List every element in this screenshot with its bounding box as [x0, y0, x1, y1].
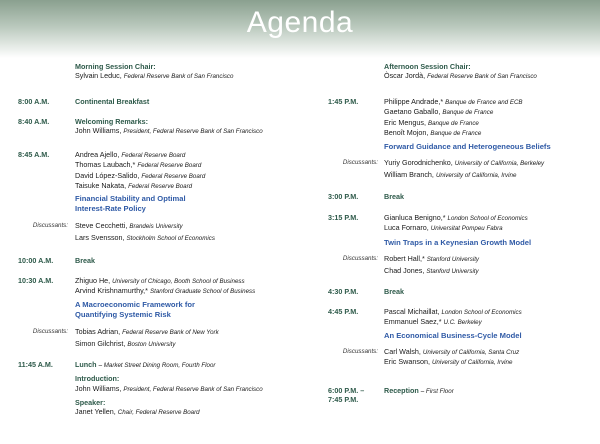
time-label: 3:00 P.M.: [328, 192, 359, 201]
discussants-label: Discussants:: [342, 159, 378, 166]
time-label: 8:45 A.M.: [18, 150, 50, 159]
time-label: 3:15 P.M.: [328, 213, 359, 222]
discussant-list: Robert Hall,* Stanford University Chad Jones, Stanford University: [384, 254, 480, 276]
time-label: 6:00 P.M. – 7:45 P.M.: [328, 386, 365, 405]
paper-title: Twin Traps in a Keynesian Growth Model: [384, 238, 532, 247]
discussants-label: Discussants:: [32, 328, 68, 335]
time-label: 4:30 P.M.: [328, 287, 359, 296]
agenda-item-title: Break: [384, 287, 404, 296]
time-label: 10:00 A.M.: [18, 256, 54, 265]
morning-chair: Morning Session Chair: Sylvain Leduc, Federal Reserve Bank of San Francisco: [75, 62, 234, 81]
welcoming-remarks: Welcoming Remarks: John Williams, President, Federal Reserve Bank of San Francisco: [75, 117, 263, 136]
discussant-list: Tobias Adrian, Federal Reserve Bank of New York Simon Gilchrist, Boston University: [75, 327, 219, 349]
time-label: 8:40 A.M.: [18, 117, 50, 126]
discussant-list: Steve Cecchetti, Brandeis University Lars Svensson, Stockholm School of Economics: [75, 221, 215, 243]
discussants-label: Discussants:: [342, 348, 378, 355]
author-list: Andrea Ajello, Federal Reserve Board Thomas Laubach,* Federal Reserve Board David López-Salido, Federal Reserve Board Taisuke Nakata, Federal Reserve Board: [75, 150, 206, 190]
page-title: Agenda: [246, 6, 354, 39]
reception-item: Reception – First Floor: [384, 386, 454, 395]
time-label: 4:45 P.M.: [328, 307, 359, 316]
discussants-label: Discussants:: [32, 222, 68, 229]
paper-title: Financial Stability and Optimal Interest-Rate Policy: [75, 194, 186, 213]
time-label: 8:00 A.M.: [18, 97, 50, 106]
author-list: Zhiguo He, University of Chicago, Booth School of Business Arvind Krishnamurthy,* Stanford Graduate School of Business: [75, 276, 256, 296]
author-list: Pascal Michaillat, London School of Economics Emmanuel Saez,* U.C. Berkeley: [384, 307, 522, 327]
paper-title: An Economical Business-Cycle Model: [384, 331, 522, 340]
time-label: 11:45 A.M.: [18, 360, 53, 369]
paper-title: Forward Guidance and Heterogeneous Beliefs: [384, 142, 551, 151]
author-list: Gianluca Benigno,* London School of Economics Luca Fornaro, Universitat Pompeu Fabra: [384, 213, 528, 233]
discussant-list: Carl Walsh, University of California, Santa Cruz Eric Swanson, University of California, Irvine: [384, 347, 520, 367]
time-label: 1:45 P.M.: [328, 97, 359, 106]
agenda-item-title: Break: [384, 192, 404, 201]
afternoon-chair: Afternoon Session Chair: Òscar Jordà, Federal Reserve Bank of San Francisco: [384, 62, 537, 81]
time-label: 10:30 A.M.: [18, 276, 54, 285]
paper-title: A Macroeconomic Framework for Quantifying Systemic Risk: [75, 300, 195, 319]
agenda-item-title: Break: [75, 256, 95, 265]
discussant-list: Yuriy Gorodnichenko, University of California, Berkeley William Branch, University of California, Irvine: [384, 158, 545, 180]
author-list: Philippe Andrade,* Banque de France and ECB Gaetano Gaballo, Banque de France Eric Mengus, Banque de France Benoît Mojon, Banque de France: [384, 97, 523, 137]
lunch-item: Lunch – Market Street Dining Room, Fourth Floor Introduction: John Williams, President, Federal Reserve Bank of San Francisco Speaker: Janet Yellen, Chair, Federal Reserve Board: [75, 360, 263, 417]
agenda-item-title: Continental Breakfast: [75, 97, 150, 106]
discussants-label: Discussants:: [342, 255, 378, 262]
